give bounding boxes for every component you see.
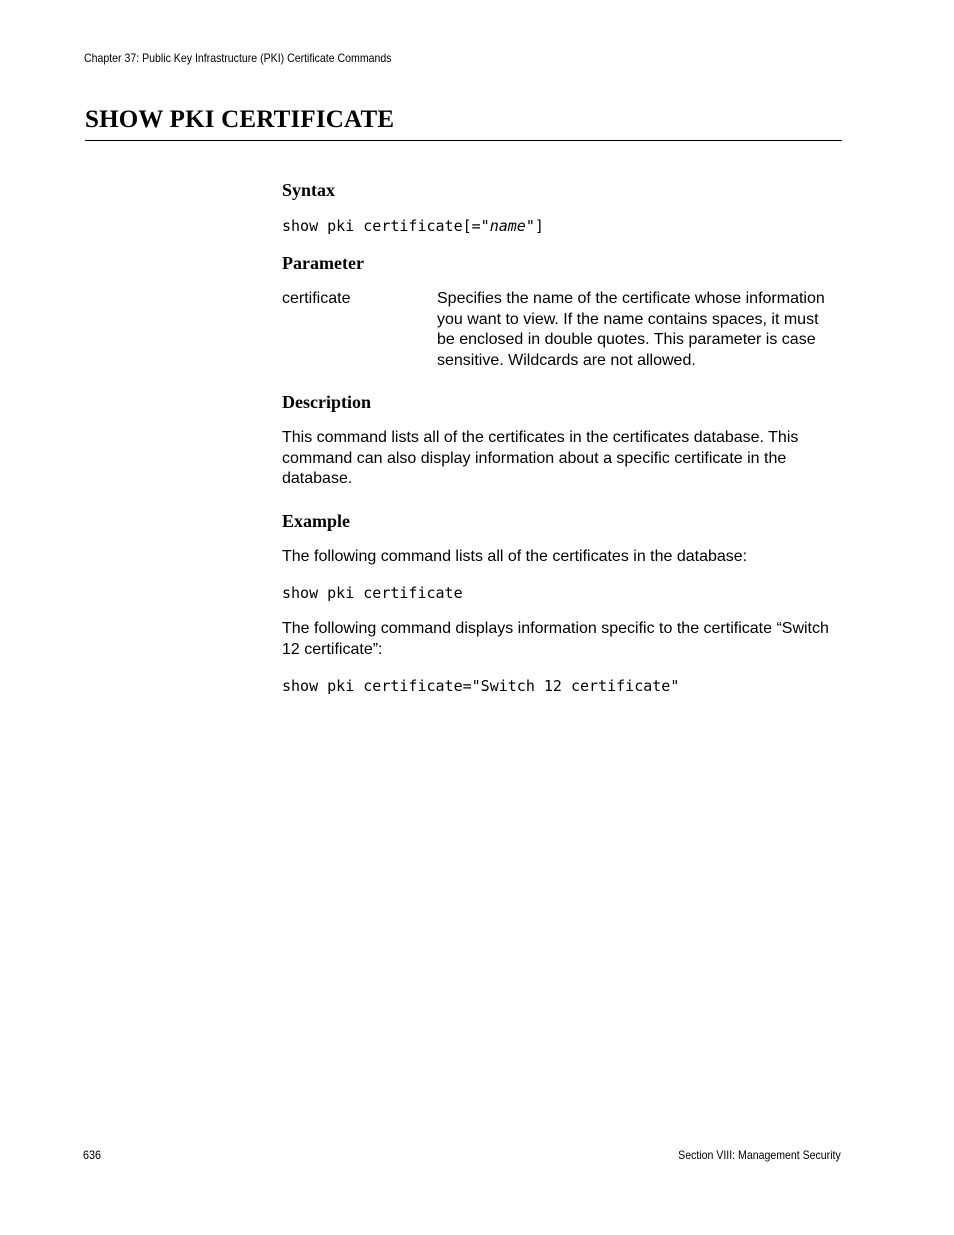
example-intro-1: The following command lists all of the certificates in the database: [282, 547, 748, 565]
parameter-description: Specifies the name of the certificate whose information you want to view. If the name contains spaces, it must be enclosed in double quotes. This parameter is case sensitive. Wildcards are not allowed. [437, 290, 825, 369]
syntax-code-variable: name [489, 217, 526, 235]
page-title: SHOW PKI CERTIFICATE [85, 106, 395, 133]
syntax-heading: Syntax [282, 180, 336, 200]
parameter-row [282, 289, 842, 371]
section-footer: Section VIII: Management Security [678, 1148, 841, 1162]
command-content [282, 179, 842, 696]
example-code-2: show pki certificate="Switch 12 certificate" [282, 677, 680, 695]
description-heading: Description [282, 392, 371, 412]
example-code-1: show pki certificate [282, 584, 463, 602]
syntax-code [282, 216, 842, 236]
parameter-heading: Parameter [282, 253, 364, 273]
title-divider [85, 140, 842, 141]
running-header: Chapter 37: Public Key Infrastructure (PKI) Certificate Commands [84, 51, 392, 65]
page-number: 636 [83, 1148, 102, 1162]
syntax-code-prefix: show pki certificate[=" [282, 217, 490, 235]
example-heading: Example [282, 510, 351, 531]
description-text: This command lists all of the certificates in the certificates database. This command can also display information about a specific certificate in the database. [282, 429, 799, 487]
parameter-name: certificate [282, 290, 351, 307]
syntax-code-suffix: "] [525, 217, 544, 235]
example-intro-2: The following command displays information specific to the certificate “Switch 12 certificate”: [282, 620, 829, 658]
